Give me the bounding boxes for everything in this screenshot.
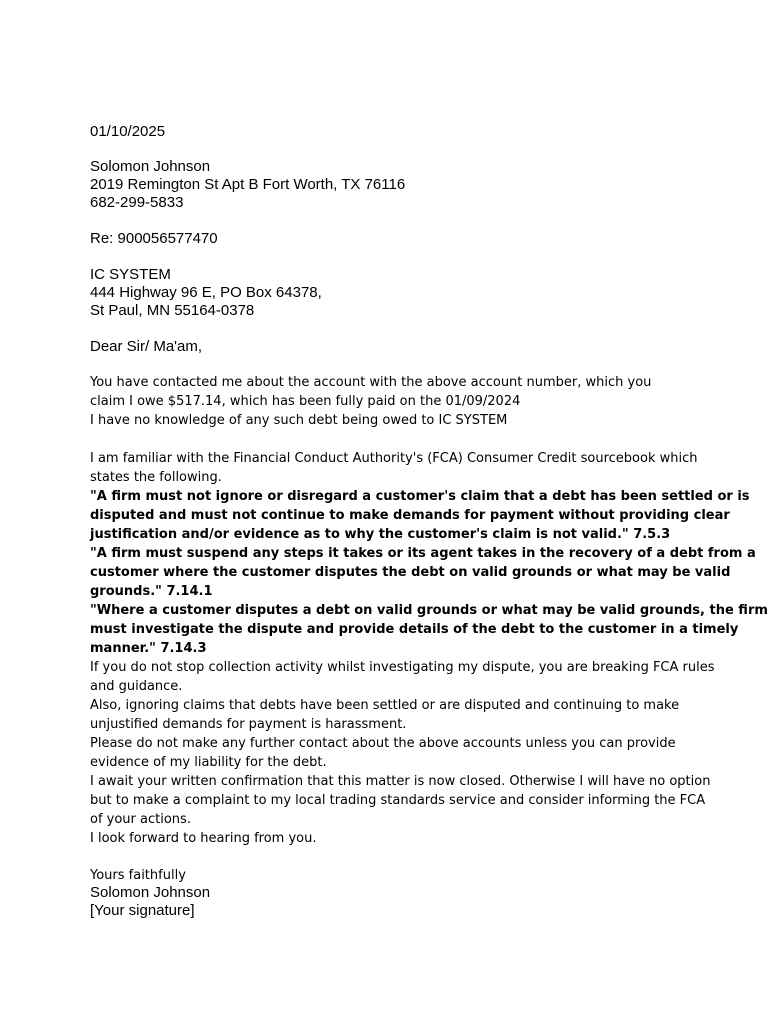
intro-paragraph	[90, 373, 651, 430]
quote-line: customer where the customer disputes the debt on valid grounds or what may be valid	[90, 565, 731, 580]
quote-line: manner." 7.14.3	[90, 641, 207, 656]
quote-line: disputed and must not continue to make demands for payment without providing clear	[90, 508, 730, 523]
quote-line: "A firm must suspend any steps it takes or its agent takes in the recovery of a debt from a	[90, 546, 756, 561]
fca-intro-line: I am familiar with the Financial Conduct Authority's (FCA) Consumer Credit sourcebook which	[90, 451, 698, 466]
salutation: Dear Sir/ Ma'am,	[90, 338, 203, 355]
body-line: unjustified demands for payment is harassment.	[90, 717, 407, 732]
signature-placeholder: [Your signature]	[90, 902, 195, 919]
intro-line: claim I owe $517.14, which has been fully paid on the 01/09/2024	[90, 394, 521, 409]
quote-line: must investigate the dispute and provide details of the debt to the customer in a timely	[90, 622, 739, 637]
closing-line: Yours faithfully	[90, 868, 186, 883]
body-line: Also, ignoring claims that debts have been settled or are disputed and continuing to make	[90, 698, 680, 713]
body-line: evidence of my liability for the debt.	[90, 755, 327, 770]
letter-date: 01/10/2025	[90, 123, 166, 140]
signoff-name: Solomon Johnson	[90, 884, 211, 901]
quote-line: "A firm must not ignore or disregard a customer's claim that a debt has been settled or is	[90, 489, 750, 504]
fca-section	[90, 449, 768, 848]
body-line: If you do not stop collection activity whilst investigating my dispute, you are breaking FCA rules	[90, 660, 715, 675]
intro-line: I have no knowledge of any such debt being owed to IC SYSTEM	[90, 413, 508, 428]
quote-line: justification and/or evidence as to why the customer's claim is not valid." 7.5.3	[90, 527, 671, 542]
body-line: I await your written confirmation that this matter is now closed. Otherwise I will have no option	[90, 774, 711, 789]
sender-name: Solomon Johnson	[90, 158, 211, 175]
body-line: Please do not make any further contact about the above accounts unless you can provide	[90, 736, 676, 751]
reference-line: Re: 900056577470	[90, 230, 218, 247]
body-line: but to make a complaint to my local trading standards service and consider informing the FCA	[90, 793, 706, 808]
body-line: and guidance.	[90, 679, 183, 694]
sender-phone: 682-299-5833	[90, 194, 184, 211]
signoff-block	[90, 884, 210, 920]
quote-line: "Where a customer disputes a debt on valid grounds or what may be valid grounds, the firm	[90, 603, 768, 618]
intro-line: You have contacted me about the account with the above account number, which you	[90, 375, 652, 390]
recipient-block	[90, 266, 322, 320]
sender-address: 2019 Remington St Apt B Fort Worth, TX 76116	[90, 176, 406, 193]
sender-block	[90, 158, 405, 212]
body-line: I look forward to hearing from you.	[90, 831, 317, 846]
fca-intro-line: states the following.	[90, 470, 222, 485]
recipient-name: IC SYSTEM	[90, 266, 171, 283]
quote-line: grounds." 7.14.1	[90, 584, 213, 599]
recipient-address-line2: St Paul, MN 55164-0378	[90, 302, 255, 319]
recipient-address-line1: 444 Highway 96 E, PO Box 64378,	[90, 284, 322, 301]
body-line: of your actions.	[90, 812, 191, 827]
